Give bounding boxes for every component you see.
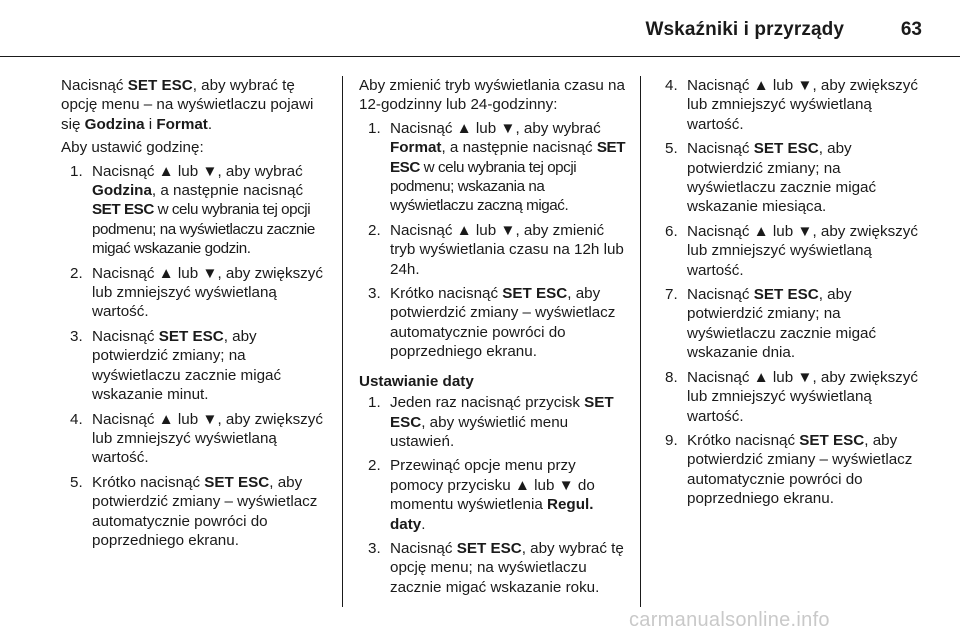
intro-lead: Aby ustawić godzinę:: [61, 139, 204, 157]
date-steps-list: [368, 393, 627, 597]
list-item: 8. Nacisnąć ▲ lub ▼, aby zwiększyć lub zmniejszyć wyświetlaną wartość.: [665, 368, 918, 425]
page-number: 63: [900, 19, 922, 40]
page-title: Wskaźniki i przyrządy: [645, 19, 844, 40]
header-divider: [0, 56, 960, 57]
list-item: 3. Krótko nacisnąć SET ESC, aby potwierdzić zmiany – wyświetlacz automatycznie powróci do poprzedniego ekranu.: [368, 285, 616, 361]
list-item: 5. Krótko nacisnąć SET ESC, aby potwierdzić zmiany – wyświetlacz automatycznie powróci do poprzedniego ekranu.: [70, 473, 318, 549]
column-divider-2: [640, 76, 641, 607]
list-item: 3. Nacisnąć SET ESC, aby wybrać tę opcję menu; na wyświetlaczu zacznie migać wskazanie roku.: [368, 539, 624, 596]
intro-paragraph: Nacisnąć SET ESC, aby wybrać tę opcję menu – na wyświetlaczu pojawi się Godzina i Format.: [61, 77, 314, 133]
section-heading-date: Ustawianie daty: [359, 372, 474, 390]
time-steps-list: [70, 162, 329, 551]
column-2: [359, 76, 627, 602]
list-item: 7. Nacisnąć SET ESC, aby potwierdzić zmiany; na wyświetlaczu zacznie migać wskazanie dnia.: [665, 286, 877, 362]
list-item: 6. Nacisnąć ▲ lub ▼, aby zwiększyć lub zmniejszyć wyświetlaną wartość.: [665, 222, 918, 279]
list-item: 4. Nacisnąć ▲ lub ▼, aby zwiększyć lub zmniejszyć wyświetlaną wartość.: [665, 77, 918, 133]
column-1: [61, 76, 329, 555]
format-intro: Aby zmienić tryb wyświetlania czasu na 12-godzinny lub 24-godzinny:: [359, 77, 625, 114]
column-3: [665, 76, 927, 514]
date-steps-list-continued: [665, 76, 927, 509]
list-item: 2. Przewinąć opcje menu przy pomocy przycisku ▲ lub ▼ do momentu wyświetlenia Regul. daty.: [368, 457, 595, 533]
list-item: 3. Nacisnąć SET ESC, aby potwierdzić zmiany; na wyświetlaczu zacznie migać wskazanie minut.: [70, 327, 282, 404]
watermark: carmanualsonline.info: [629, 609, 830, 631]
list-item: 2. Nacisnąć ▲ lub ▼, aby zwiększyć lub zmniejszyć wyświetlaną wartość.: [70, 264, 323, 321]
list-item: 2. Nacisnąć ▲ lub ▼, aby zmienić tryb wyświetlania czasu na 12h lub 24h.: [368, 221, 624, 278]
column-divider-1: [342, 76, 343, 607]
page-header: [0, 0, 960, 52]
list-item: 1. Nacisnąć ▲ lub ▼, aby wybrać Godzina, a następnie nacisnąć SET ESC w celu wybrania tej opcji podmenu; na wyświetlaczu zacznie migać wskazanie godzin.: [70, 162, 315, 258]
format-steps-list: [368, 119, 627, 362]
list-item: 5. Nacisnąć SET ESC, aby potwierdzić zmiany; na wyświetlaczu zacznie migać wskazanie miesiąca.: [665, 140, 877, 216]
list-item: 9. Krótko nacisnąć SET ESC, aby potwierdzić zmiany – wyświetlacz automatycznie powróci do poprzedniego ekranu.: [665, 431, 913, 508]
list-item: 1. Jeden raz nacisnąć przycisk SET ESC, aby wyświetlić menu ustawień.: [368, 394, 614, 450]
list-item: 1. Nacisnąć ▲ lub ▼, aby wybrać Format, a następnie nacisnąć SET ESC w celu wybrania tej opcji podmenu; wskazania na wyświetlaczu zaczną migać.: [368, 119, 626, 215]
list-item: 4. Nacisnąć ▲ lub ▼, aby zwiększyć lub zmniejszyć wyświetlaną wartość.: [70, 410, 323, 467]
